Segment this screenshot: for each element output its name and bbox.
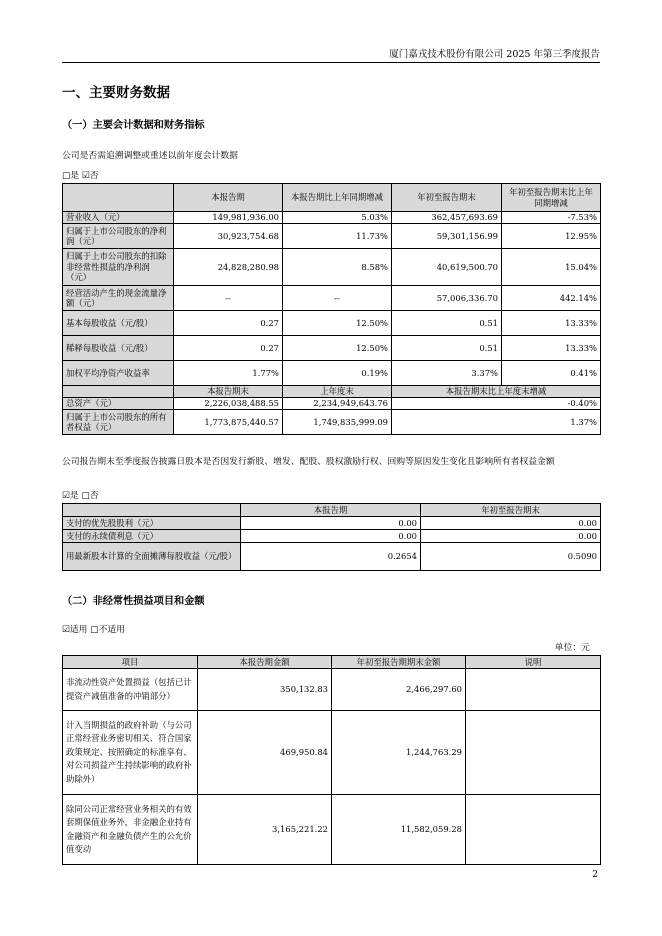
table-cell: 442.14% [502,286,601,311]
table-cell: 12.50% [283,311,392,336]
table-cell: 1.37% [392,410,601,435]
table-row [63,361,601,386]
table-cell: 0.5090 [421,543,601,571]
header-rule [62,62,600,63]
row-label: 计入当期损益的政府补助（与公司正常经营业务密切相关、符合国家政策规定、按照确定的标准享有、对公司损益产生持续影响的政府补助除外） [63,711,198,795]
question-restate-options: □是 ☑否 [62,171,99,181]
row-label: 总资产（元） [63,398,174,410]
table-cell: 149,981,936.00 [174,212,283,224]
table-cell: 0.00 [421,517,601,530]
key-financials-table [62,183,601,435]
table-cell: 1,244,763.29 [332,711,466,795]
table-header-row [63,504,601,517]
table-header-row [63,184,601,212]
table-row [63,249,601,286]
header-cell [63,184,174,212]
table-cell: 0.2654 [241,543,421,571]
table-cell: 0.19% [283,361,392,386]
table-cell: 0.27 [174,336,283,361]
table-cell: 30,923,754.68 [174,224,283,249]
header-cell: 本报告期比上年同期增减 [283,184,392,212]
header-cell: 本报告期末 [174,386,283,398]
table-cell: 13.33% [502,311,601,336]
row-label: 归属于上市公司股东的所有者权益（元） [63,410,174,435]
question-share-change: 公司报告期末至季度报告披露日股本是否因发行新股、增发、配股、股权激励行权、回购等原因发生变化且影响所有者权益金额 [62,457,555,467]
non-recurring-items-table [62,655,601,865]
header-cell: 项目 [63,656,198,669]
subsection-2-text: 非经常性损益项目和金额 [92,596,205,607]
table-cell: 13.33% [502,336,601,361]
page-number: 2 [592,870,598,880]
table-cell: 5.03% [283,212,392,224]
row-label: 经营活动产生的现金流量净额（元） [63,286,174,311]
table-cell: 469,950.84 [198,711,332,795]
table-cell: 362,457,693.69 [392,212,502,224]
row-label: 支付的永续债利息（元） [63,530,241,543]
unit-label: 单位：元 [554,643,590,653]
table-row [63,212,601,224]
table-row [63,410,601,435]
header-cell: 年初至报告期末比上年同期增减 [502,184,601,212]
subsection-1-number: （一） [62,120,93,131]
header-cell [63,504,241,517]
table-cell: 24,828,280.98 [174,249,283,286]
header-cell: 年初至报告期期末金额 [332,656,466,669]
table-cell: 3,165,221.22 [198,795,332,865]
table-row [63,224,601,249]
header-cell: 本报告期 [174,184,283,212]
table-cell: 0.27 [174,311,283,336]
row-label: 稀释每股收益（元/股） [63,336,174,361]
table-cell: 11,582,059.28 [332,795,466,865]
table-cell: 57,006,336.70 [392,286,502,311]
table-row [63,398,601,410]
question-restate: 公司是否需追溯调整或重述以前年度会计数据 [62,151,238,161]
table-row [63,286,601,311]
row-label: 归属于上市公司股东的净利润（元） [63,224,174,249]
table-cell: 2,466,297.60 [332,669,466,711]
table-cell: 1,749,835,999.09 [283,410,392,435]
table-row [63,669,601,711]
table-row [63,336,601,361]
subsection-1-title [62,116,205,131]
table-cell: 15.04% [502,249,601,286]
row-label: 用最新股本计算的全面摊薄每股收益（元/股） [63,543,241,571]
table-cell: 0.41% [502,361,601,386]
header-cell: 本报告期 [241,504,421,517]
table-cell: 350,132.83 [198,669,332,711]
table-row [63,543,601,571]
table-subheader-row [63,386,601,398]
table-cell: -7.53% [502,212,601,224]
question-share-change-options: ☑是 □否 [62,491,99,501]
header-cell: 说明 [466,656,601,669]
table-cell: 2,234,949,643.76 [283,398,392,410]
table-cell: 0.51 [392,336,502,361]
row-label: 非流动性资产处置损益（包括已计提资产减值准备的冲销部分） [63,669,198,711]
table-cell: -- [283,286,392,311]
header-cell [63,386,174,398]
table-cell: 2,226,038,488.55 [174,398,283,410]
table-row [63,311,601,336]
subsection-2-title [62,592,205,607]
table-cell: 12.50% [283,336,392,361]
table-cell: 12.95% [502,224,601,249]
table-cell: 0.00 [241,530,421,543]
row-label: 加权平均净资产收益率 [63,361,174,386]
row-label: 营业收入（元） [63,212,174,224]
table-cell: 0.00 [421,530,601,543]
header-cell: 本报告期末比上年度末增减 [392,386,601,398]
applicability-options: ☑适用 □不适用 [62,625,125,635]
row-label: 归属于上市公司股东的扣除非经常性损益的净利润（元） [63,249,174,286]
table-cell [466,711,601,795]
table-cell: -0.40% [392,398,601,410]
table-cell [466,795,601,865]
header-cell: 本报告期金额 [198,656,332,669]
table-cell: 40,619,500.70 [392,249,502,286]
table-row [63,530,601,543]
subsection-1-text: 主要会计数据和财务指标 [92,120,205,131]
row-label: 支付的优先股股利（元） [63,517,241,530]
table-cell: 0.51 [392,311,502,336]
table-row [63,795,601,865]
header-cell: 年初至报告期末 [392,184,502,212]
table-header-row [63,656,601,669]
table-cell: 1.77% [174,361,283,386]
table-row [63,517,601,530]
running-header: 厦门嘉戎技术股份有限公司 2025 年第三季度报告 [389,49,600,60]
table-row [63,711,601,795]
table-cell: 11.73% [283,224,392,249]
diluted-eps-table [62,503,601,571]
table-cell: 3.37% [392,361,502,386]
table-cell: 0.00 [241,517,421,530]
section-title: 一、主要财务数据 [62,85,170,101]
row-label: 基本每股收益（元/股） [63,311,174,336]
subsection-2-number: （二） [62,596,93,607]
table-cell: 8.58% [283,249,392,286]
table-cell: 59,301,156.99 [392,224,502,249]
header-cell: 年初至报告期末 [421,504,601,517]
header-cell: 上年度末 [283,386,392,398]
table-cell: -- [174,286,283,311]
table-cell: 1,773,875,440.57 [174,410,283,435]
row-label: 除同公司正常经营业务相关的有效套期保值业务外，非金融企业持有金融资产和金融负债产生的公允价值变动 [63,795,198,865]
table-cell [466,669,601,711]
